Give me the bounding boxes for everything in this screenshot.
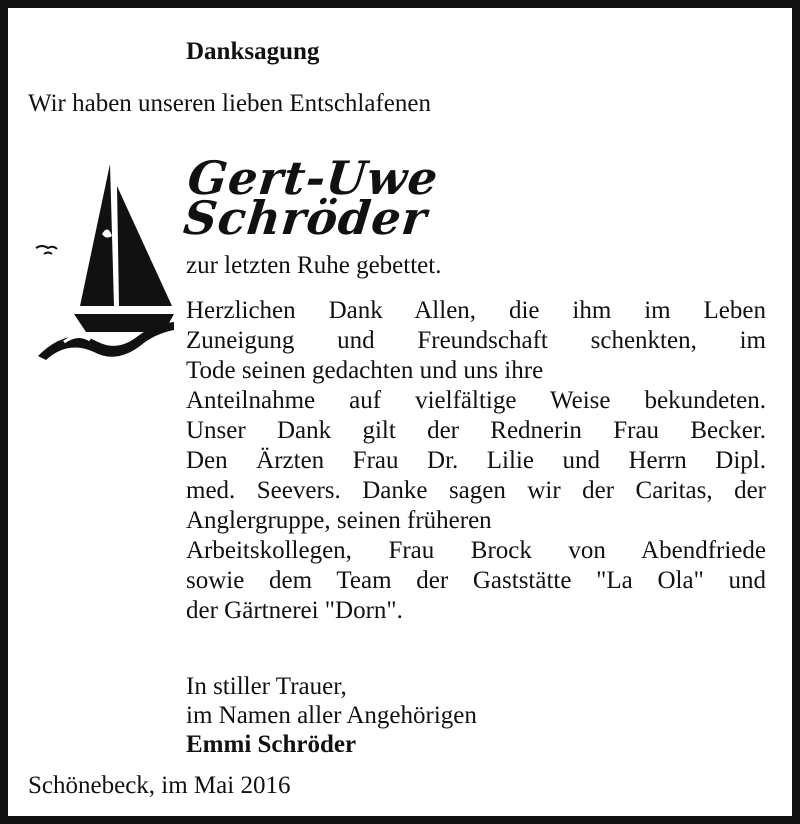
signer-name: Emmi Schröder bbox=[186, 731, 357, 758]
body-line: Arbeitskollegen, Frau Brock von Abendfriede bbox=[186, 537, 766, 564]
deceased-first-name: Gert-Uwe bbox=[185, 151, 442, 205]
body-line: Tode seinen gedachten und uns ihre bbox=[186, 357, 544, 384]
closing-line: In stiller Trauer, bbox=[186, 673, 347, 700]
intro-text: Wir haben unseren lieben Entschlafenen bbox=[28, 90, 431, 117]
body-line: med. Seevers. Danke sagen wir der Caritas, der bbox=[186, 477, 766, 504]
closing-line: im Namen aller Angehörigen bbox=[186, 702, 477, 729]
deceased-name bbox=[181, 151, 442, 245]
place-date: Schönebeck, im Mai 2016 bbox=[28, 772, 291, 799]
body-line: Herzlichen Dank Allen, die ihm im Leben bbox=[186, 297, 766, 324]
body-line: Zuneigung und Freundschaft schenkten, im bbox=[186, 327, 766, 354]
body-line: Unser Dank gilt der Rednerin Frau Becker. bbox=[186, 417, 766, 444]
notice-heading: Danksagung bbox=[186, 38, 320, 65]
body-line: Anteilnahme auf vielfältige Weise bekundeten. bbox=[186, 387, 766, 414]
body-line: sowie dem Team der Gaststätte "La Ola" und bbox=[186, 567, 766, 594]
thanks-body bbox=[186, 296, 766, 626]
closing-block bbox=[186, 672, 477, 759]
body-line: der Gärtnerei "Dorn". bbox=[186, 597, 403, 624]
rest-text: zur letzten Ruhe gebettet. bbox=[186, 252, 442, 279]
sailboat-icon bbox=[24, 156, 174, 366]
body-line: Den Ärzten Frau Dr. Lilie und Herrn Dipl. bbox=[186, 447, 766, 474]
body-line: Anglergruppe, seinen früheren bbox=[186, 507, 492, 534]
deceased-last-name: Schröder bbox=[181, 191, 431, 245]
